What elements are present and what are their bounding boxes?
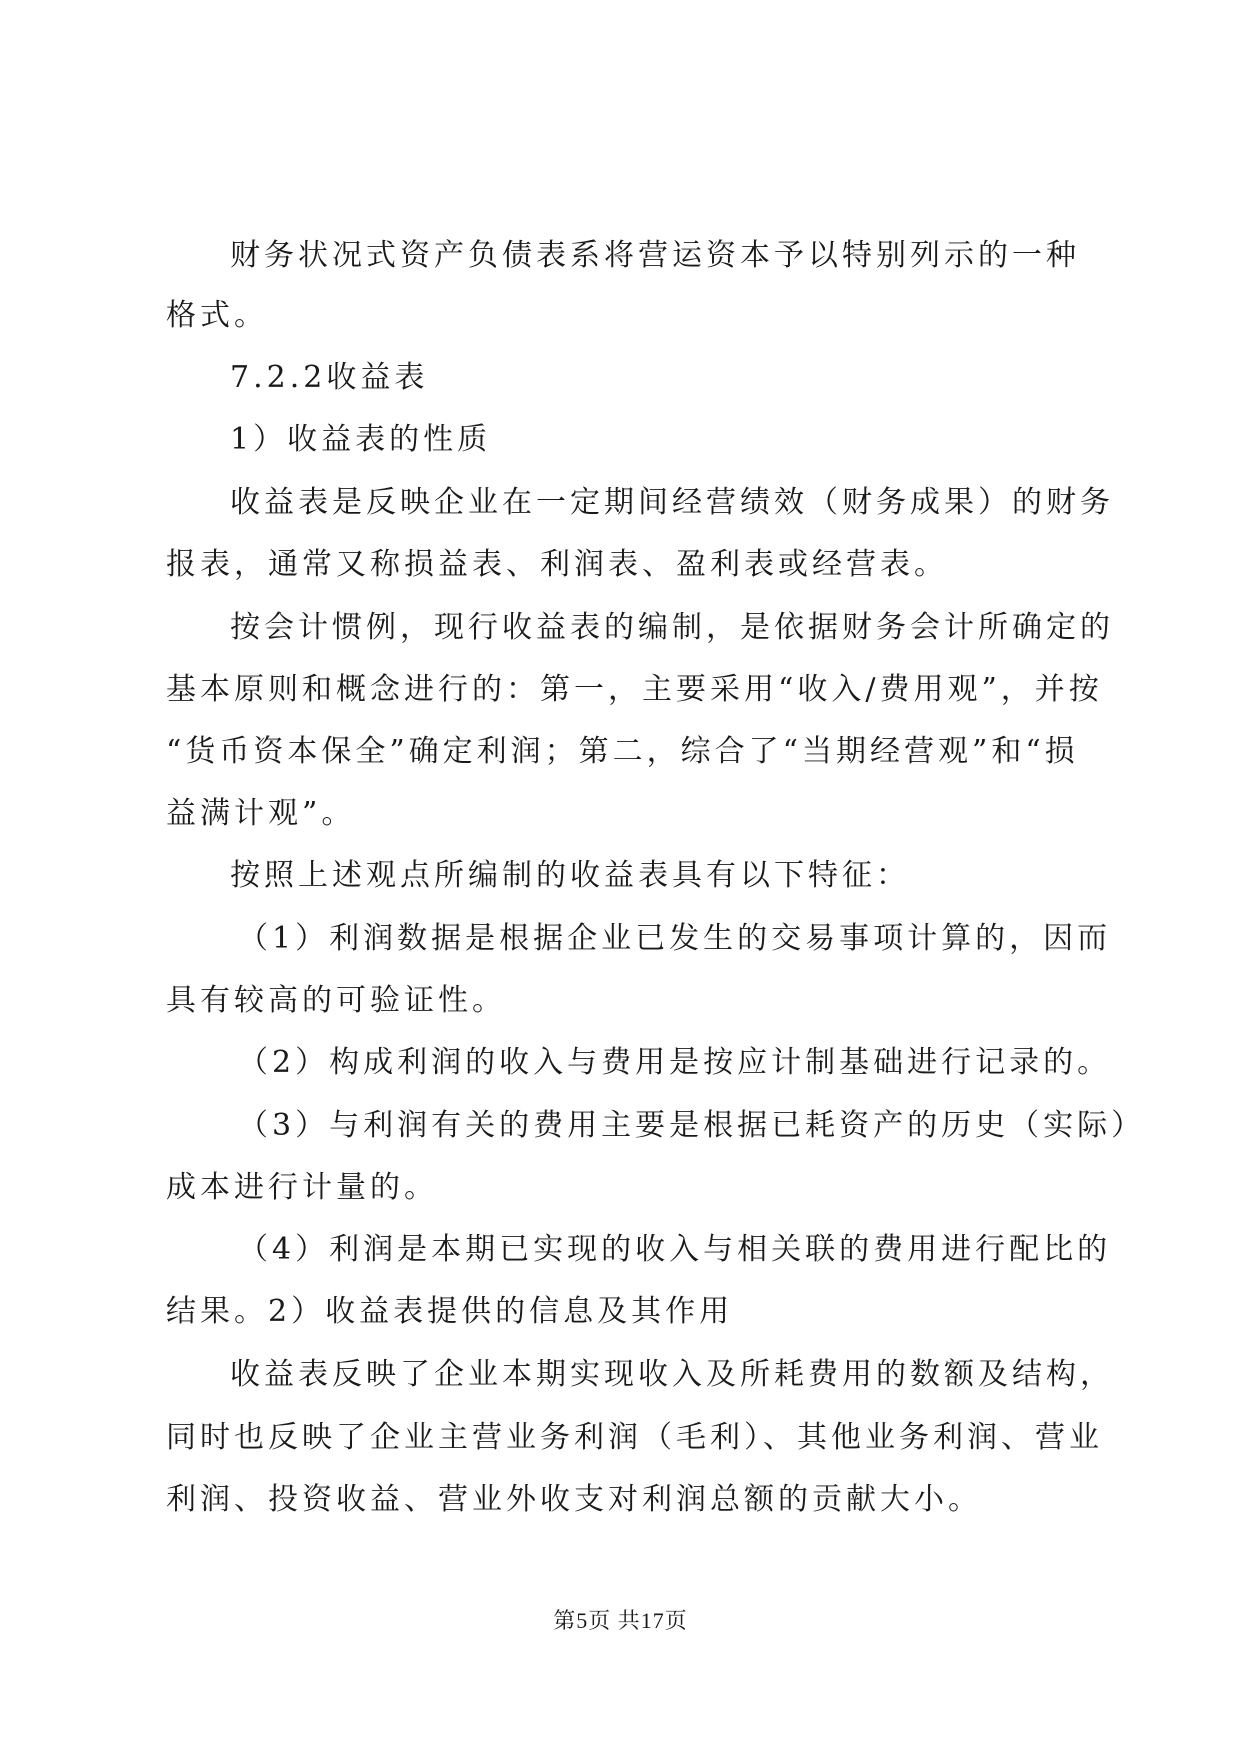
- page-number-footer: 第5页 共17页: [553, 1608, 688, 1633]
- list-item: （4）利润是本期已实现的收入与相关联的费用进行配比的: [238, 1232, 1112, 1267]
- text-line: 按会计惯例，现行收益表的编制，是依据财务会计所确定的: [230, 610, 1114, 645]
- subsection-heading: 1）收益表的性质: [230, 422, 492, 457]
- text-line: 格式。: [166, 298, 268, 333]
- text-line: 同时也反映了企业主营业务利润（毛利）、其他业务利润、营业: [166, 1420, 1103, 1455]
- text-line: “货币资本保全”确定利润；第二，综合了“当期经营观”和“损: [166, 734, 1079, 769]
- section-heading: 7.2.2收益表: [230, 360, 429, 395]
- text-line: 利润、投资收益、营业外收支对利润总额的贡献大小。: [166, 1482, 982, 1517]
- list-item: （3）与利润有关的费用主要是根据已耗资产的历史（实际）: [238, 1108, 1146, 1143]
- text-line: 收益表是反映企业在一定期间经营绩效（财务成果）的财务: [230, 485, 1114, 520]
- list-item: （1）利润数据是根据企业已发生的交易事项计算的，因而: [238, 921, 1112, 956]
- text-line: 具有较高的可验证性。: [166, 983, 506, 1018]
- text-line: 结果。2）收益表提供的信息及其作用: [166, 1294, 734, 1329]
- list-item: （2）构成利润的收入与费用是按应计制基础进行记录的。: [238, 1045, 1112, 1080]
- text-line: 财务状况式资产负债表系将营运资本予以特别列示的一种: [230, 238, 1080, 273]
- text-line: 基本原则和概念进行的：第一，主要采用“收入/费用观”，并按: [166, 672, 1103, 707]
- text-line: 成本进行计量的。: [166, 1170, 438, 1205]
- text-line: 按照上述观点所编制的收益表具有以下特征：: [230, 858, 910, 893]
- text-line: 益满计观”。: [166, 796, 356, 831]
- text-line: 收益表反映了企业本期实现收入及所耗费用的数额及结构，: [230, 1357, 1114, 1392]
- text-line: 报表，通常又称损益表、利润表、盈利表或经营表。: [166, 547, 948, 582]
